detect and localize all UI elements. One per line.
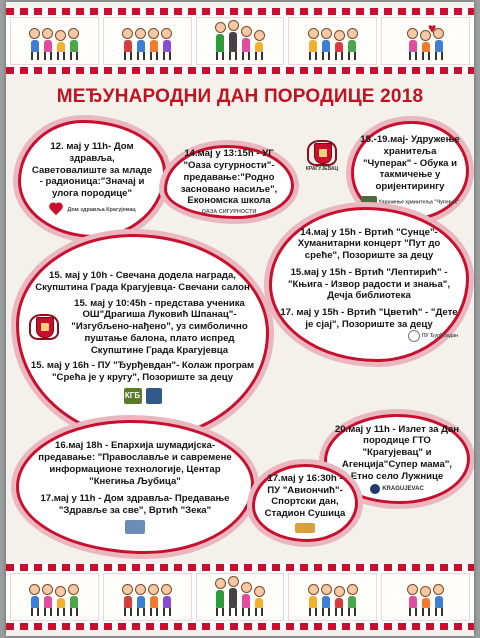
event-text: 15.-19.мај- Удружење хранитеља "Чуперак" - Обука и такмичење у оријентирингу <box>360 134 460 193</box>
top-filmstrip <box>6 8 474 74</box>
event-text: 15. мај у 16h - ПУ "Ђурђевдан"- Колаж програм "Срећа је у кругу", Позориште за децу <box>30 360 255 383</box>
event-cloud-eparchy <box>16 420 254 554</box>
event-text: 14.мај у 15h - Вртић "Сунце"- Хуманитарни концерт "Пут до среће", Позориште за децу <box>297 226 441 262</box>
kids-drawing <box>381 17 470 65</box>
event-text: 15.мај у 15h - Вртић "Лептирић" - "Књига - Извор радости и знања", Дечја библиотека <box>288 266 450 302</box>
family-drawing <box>196 573 285 621</box>
family-drawing <box>196 17 285 65</box>
poster <box>6 2 474 636</box>
event-text: 15. мај у 10:45h - представа ученика ОШ"Драгиша Луковић Шпанац"- "Изгубљено-нађено", уз симболично пуштање балона, плато испред Скупштине Града Крагујевца <box>71 297 248 356</box>
kids-drawing <box>288 17 377 65</box>
kids-drawing <box>103 573 192 621</box>
kids-drawing <box>10 573 99 621</box>
health-center-logo: Дом здравља Крагујевац <box>48 203 135 217</box>
kids-drawing <box>103 17 192 65</box>
event-text: 17.мај у 16:30h - ПУ "Авиончић"- Спортски дан, Стадион Сушица <box>264 473 346 520</box>
event-cloud-city-assembly <box>16 234 269 440</box>
kindergarten-logo <box>125 520 145 534</box>
event-text: 14.мај у 13:15h - УГ "Оаза сугурности"- предавање:"Родно засновано насиље", Економска школа <box>180 148 278 207</box>
kids-drawing <box>10 17 99 65</box>
airplane-logo <box>295 523 315 533</box>
kids-drawing <box>288 573 377 621</box>
event-cloud-sports-day <box>252 464 358 542</box>
heart-icon <box>48 203 64 217</box>
event-text: 12. мај у 11h- Дом здравља, Саветовалиште за младе - радионица:"Значај и улога породице" <box>31 141 153 200</box>
event-cloud-kindergartens <box>269 207 469 362</box>
coat-of-arms-icon <box>29 314 59 340</box>
kragujevac-logo: KRAGUJEVAC <box>370 484 424 494</box>
poster-title: МЕЂУНАРОДНИ ДАН ПОРОДИЦЕ 2018 <box>56 86 424 107</box>
preschool-logo: ПУ Ђурђевдан <box>280 330 458 342</box>
kgb-logo: КГБ <box>124 388 142 404</box>
city-crest: КРАГУЈЕВАЦ <box>298 140 346 172</box>
balloon-heart-icon: ♥ <box>428 20 437 36</box>
event-text: 20.мај у 11h - Излет за Дан породице ГТО "Крагујевац" и Агенција"Супер мама", Етно село Лужнице <box>334 423 460 482</box>
event-text: 17.мај у 11h - Дом здравља- Предавање "Здравље за све", Вртић "Зека" <box>40 493 230 516</box>
event-cloud-foster-parents <box>351 121 469 221</box>
coat-of-arms-icon <box>307 140 337 166</box>
event-text: 17. мај у 15h - Вртић "Цветић" - "Дете је сјај", Позориште за децу <box>280 306 458 330</box>
event-cloud-health-center <box>18 120 166 238</box>
bottom-filmstrip <box>6 564 474 630</box>
event-text: 15. мај у 10h - Свечана додела награда, Скупштина Града Крагујевца- Свечани салон <box>35 270 250 294</box>
event-cloud-oaza: 14.мај у 13:15h - УГ "Оаза сугурности"- предавање:"Родно засновано насиље", Економска школа ОАЗА СИГУРНОСТИ <box>164 145 294 219</box>
foster-parents-logo: Удружење хранитеља "Чуперак" <box>361 196 460 208</box>
family-icon <box>146 388 162 404</box>
kids-drawing <box>381 573 470 621</box>
event-text: 16.мај 18h - Епархија шумадијска- предавање: "Православље и савремене информационе технологије, Центар "Кнегиња Љубица" <box>38 440 232 487</box>
